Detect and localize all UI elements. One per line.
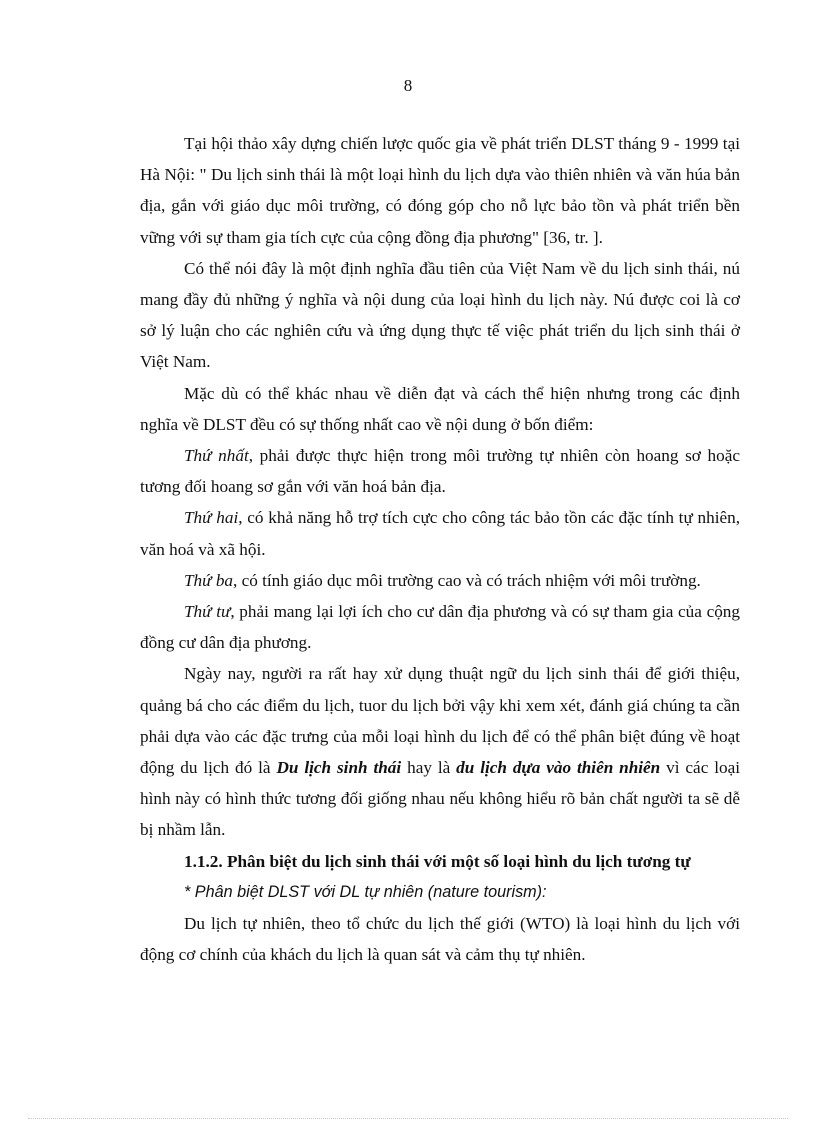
page-number: 8: [403, 76, 413, 95]
section-heading-1-1-2: 1.1.2. Phân biệt du lịch sinh thái với một số loại hình du lịch tương tự: [184, 851, 691, 871]
point-1-label: Thứ nhất: [184, 446, 249, 466]
usage-text-e: vì các loại hình này có hình thức tương đối giống nhau nếu không hiểu rõ bản chất người ta sẽ dễ bị nhầm lẫn.: [140, 758, 740, 840]
point-1-text: , phải được thực hiện trong môi trường tự nhiên còn hoang sơ hoặc tương đối hoang sơ gắn với văn hoá bản địa.: [140, 446, 740, 497]
term-ecotourism: Du lịch sinh thái: [276, 758, 402, 778]
point-3-label: Thứ ba: [184, 570, 234, 590]
paragraph-nature-tourism-def: Du lịch tự nhiên, theo tổ chức du lịch thế giới (WTO) là loại hình du lịch với động cơ chính của khách du lịch là quan sát và cảm thụ tự nhiên.: [140, 914, 740, 965]
usage-text-a: Ngày nay, người ra rất hay xử dụng thuật ngữ du lịch sinh thái để giới thiệu, quảng bá cho các điểm du lịch, tuor du lịch bởi vậy khi xem xét, đánh giá chúng ta cần phải dựa vào các đặc trưng của mỗi loại hình du lịch để có thể phân biệt đúng về hoạt động du lịch đó là: [140, 664, 740, 778]
paragraph-point-1: [140, 440, 740, 502]
paragraph-point-4: [140, 596, 740, 658]
paragraph-wto-definition-vn: Tại hội thảo xây dựng chiến lược quốc gia về phát triển DLST tháng 9 - 1999 tại Hà Nội: " Du lịch sinh thái là một loại hình du lịch dựa vào thiên nhiên và văn húa bản địa, gắn với giáo dục môi trường, có đóng góp cho nỗ lực bảo tồn và phát triển bền vững với sự tham gia tích cực của cộng đồng địa phương" [36, tr. ].: [140, 134, 740, 247]
usage-text-c: hay là: [401, 758, 457, 778]
document-body: [140, 128, 740, 970]
paragraph-point-3: [140, 565, 740, 596]
point-3-text: , có tính giáo dục môi trường cao và có trách nhiệm với môi trường.: [233, 570, 701, 590]
point-4-label: Thứ tư: [184, 602, 231, 622]
point-2-text: , có khả năng hỗ trợ tích cực cho công tác bảo tồn các đặc tính tự nhiên, văn hoá và xã hội.: [140, 508, 740, 559]
paragraph-point-2: [140, 502, 740, 564]
paragraph-four-points-intro: Mặc dù có thể khác nhau về diễn đạt và cách thể hiện nhưng trong các định nghĩa về DLST đều có sự thống nhất cao về nội dung ở bốn điểm:: [140, 383, 740, 434]
term-nature-based-tourism: du lịch dựa vào thiên nhiên: [456, 758, 661, 778]
paragraph-first-definition: Có thể nói đây là một định nghĩa đầu tiên của Việt Nam về du lịch sinh thái, nú mang đầy đủ những ý nghĩa và nội dung của loại hình du lịch này. Nú được coi là cơ sở lý luận cho các nghiên cứu và ứng dụng thực tế việc phát triển du lịch sinh thái ở Việt Nam.: [140, 258, 740, 372]
paragraph-usage-today: [140, 658, 740, 845]
sub-heading-nature-tourism: * Phân biệt DLST với DL tự nhiên (nature tourism):: [184, 882, 547, 901]
point-4-text: , phải mang lại lợi ích cho cư dân địa phương và có sự tham gia của cộng đồng cư dân địa phương.: [140, 602, 740, 653]
point-2-label: Thứ hai: [184, 508, 239, 528]
footer-divider: [28, 1118, 788, 1119]
